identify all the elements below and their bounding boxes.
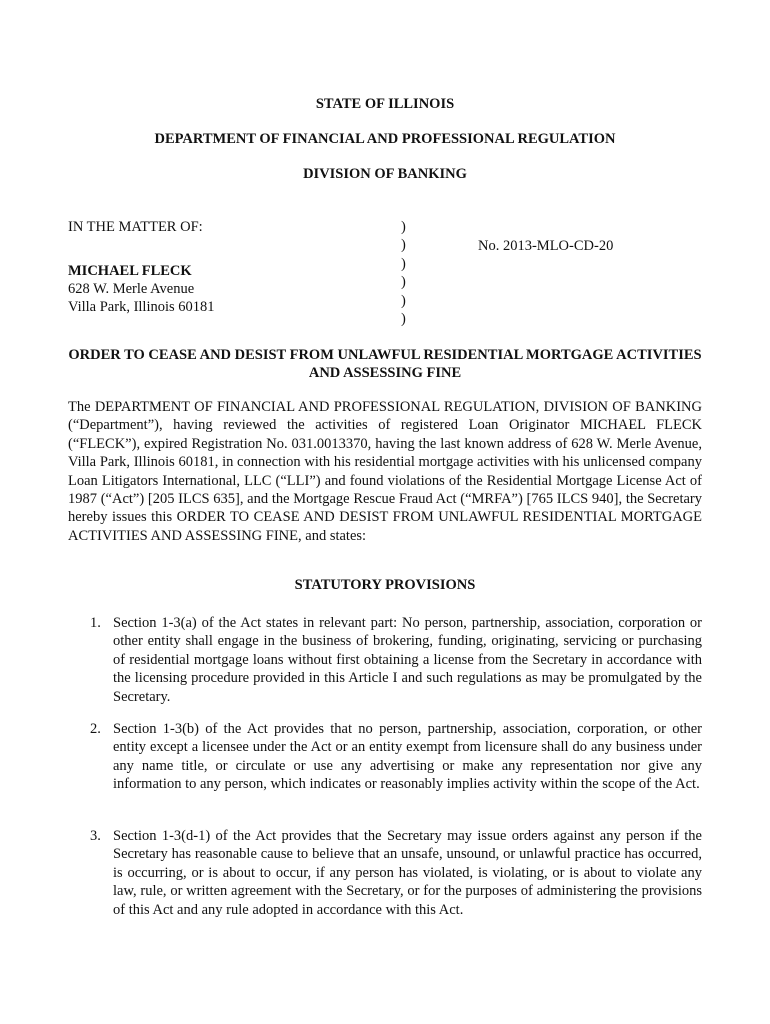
header-department: DEPARTMENT OF FINANCIAL AND PROFESSIONAL REGULATION [154, 131, 616, 147]
intro-paragraph: The DEPARTMENT OF FINANCIAL AND PROFESSIONAL REGULATION, DIVISION OF BANKING (“Department”), having reviewed the activities of registered Loan Originator MICHAEL FLECK (“FLECK”), expired Registration No. 031.0013370, having the last known address of 628 W. Merle Avenue, Villa Park, Illinois 60181, in connection with his residential mortgage activities with his unlicensed company Loan Litigators International, LLC (“LLI”) and found violations of the Residential Mortgage License Act of 1987 (“Act”) [205 ILCS 635], and the Mortgage Rescue Fraud Act (“MRFA”) [765 ILCS 940], the Secretary hereby issues this ORDER TO CEASE AND DESIST FROM UNLAWFUL RESIDENTIAL MORTGAGE ACTIVITIES AND ASSESSING FINE, and states: [68, 399, 702, 544]
provision-item [90, 720, 702, 794]
paren: ) [401, 255, 406, 272]
case-number: No. 2013-MLO-CD-20 [478, 238, 614, 254]
caption-parentheses [401, 218, 406, 328]
caption-block [68, 218, 215, 316]
provision-number: 2. [90, 721, 101, 737]
in-the-matter-label: IN THE MATTER OF: [68, 219, 203, 235]
order-title: ORDER TO CEASE AND DESIST FROM UNLAWFUL RESIDENTIAL MORTGAGE ACTIVITIES AND ASSESSING FINE [68, 347, 702, 381]
header-division: DIVISION OF BANKING [303, 166, 467, 182]
statutory-provisions-title: STATUTORY PROVISIONS [294, 577, 476, 593]
paren: ) [401, 219, 406, 235]
header-state: STATE OF ILLINOIS [315, 96, 455, 112]
provision-item [90, 614, 702, 706]
paren: ) [401, 292, 406, 309]
provision-text: Section 1-3(a) of the Act states in relevant part: No person, partnership, association, corporation or other entity shall engage in the business of brokering, funding, originating, servicing or purchasing of residential mortgage loans without first obtaining a license from the Secretary in accordance with the licensing procedure provided in this Article I and such regulations as may be promulgated by the Secretary. [113, 615, 702, 705]
provision-text: Section 1-3(d-1) of the Act provides that the Secretary may issue orders against any person if the Secretary has reasonable cause to believe that an unsafe, unsound, or unlawful practice has occurred, is occurring, or is about to occur, if any person has violated, is violating, or is about to violate any law, rule, or written agreement with the Secretary, or for the purposes of administering the provisions of this Act and any rule adopted in accordance with this Act. [113, 828, 702, 918]
respondent-address-line1: 628 W. Merle Avenue [68, 281, 195, 297]
respondent-name: MICHAEL FLECK [68, 263, 192, 279]
respondent-address-line2: Villa Park, Illinois 60181 [68, 299, 215, 315]
provision-text: Section 1-3(b) of the Act provides that no person, partnership, association, corporation, or other entity except a licensee under the Act or an entity exempt from licensure shall do any business under any name title, or circulate or use any advertising or make any representation nor give any information to any person, which indicates or reasonably implies activity within the scope of the Act. [113, 721, 702, 793]
paren: ) [401, 311, 406, 328]
provision-item [90, 827, 702, 919]
provision-number: 3. [90, 828, 101, 844]
provision-number: 1. [90, 615, 101, 631]
paren: ) [401, 274, 406, 291]
paren: ) [401, 237, 406, 254]
